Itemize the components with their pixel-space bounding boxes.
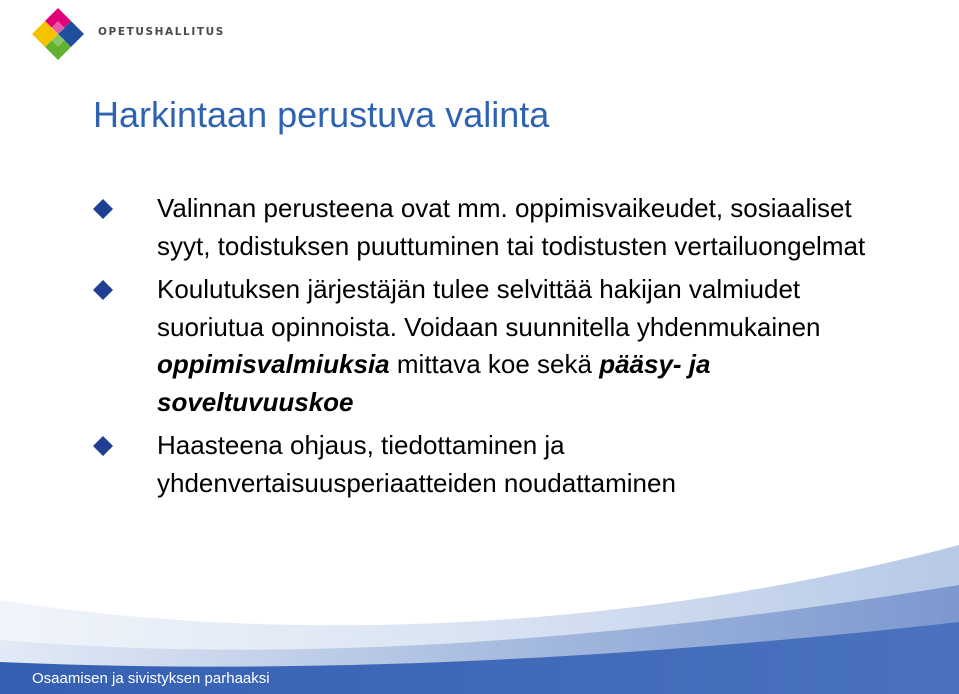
bullet-text-part: Haasteena ohjaus, tiedottaminen ja yhdenvertaisuusperiaatteiden noudattaminen xyxy=(157,430,676,498)
blue-diamond-bullet-icon xyxy=(92,198,114,220)
logo-text: OPETUSHALLITUS xyxy=(98,26,225,38)
bullet-text xyxy=(157,274,820,417)
bullet-text xyxy=(157,193,865,261)
bullet-item xyxy=(92,190,902,265)
bullet-text xyxy=(157,430,676,498)
footer-tagline: Osaamisen ja sivistyksen parhaaksi xyxy=(32,670,270,687)
emphasized-text: pääsy- ja soveltuvuuskoe xyxy=(157,349,711,417)
bullet-list xyxy=(92,190,902,508)
diamond-logo-icon xyxy=(30,6,86,62)
bullet-text-part: Valinnan perusteena ovat mm. oppimisvaikeudet, sosiaaliset syyt, todistuksen puuttuminen tai todistusten vertailuongelmat xyxy=(157,193,866,261)
bullet-item xyxy=(92,271,902,421)
emphasized-text: oppimisvalmiuksia xyxy=(157,349,390,379)
blue-diamond-bullet-icon xyxy=(92,435,114,457)
slide-title: Harkintaan perustuva valinta xyxy=(93,94,550,135)
bullet-text-part: Koulutuksen järjestäjän tulee selvittää hakijan valmiudet suoriutua opinnoista. Voidaan suunnitella yhdenmukainen xyxy=(157,274,821,342)
logo xyxy=(30,6,225,62)
blue-diamond-bullet-icon xyxy=(92,279,114,301)
bullet-item xyxy=(92,427,902,502)
bullet-text-part: mittava koe sekä xyxy=(389,349,600,379)
